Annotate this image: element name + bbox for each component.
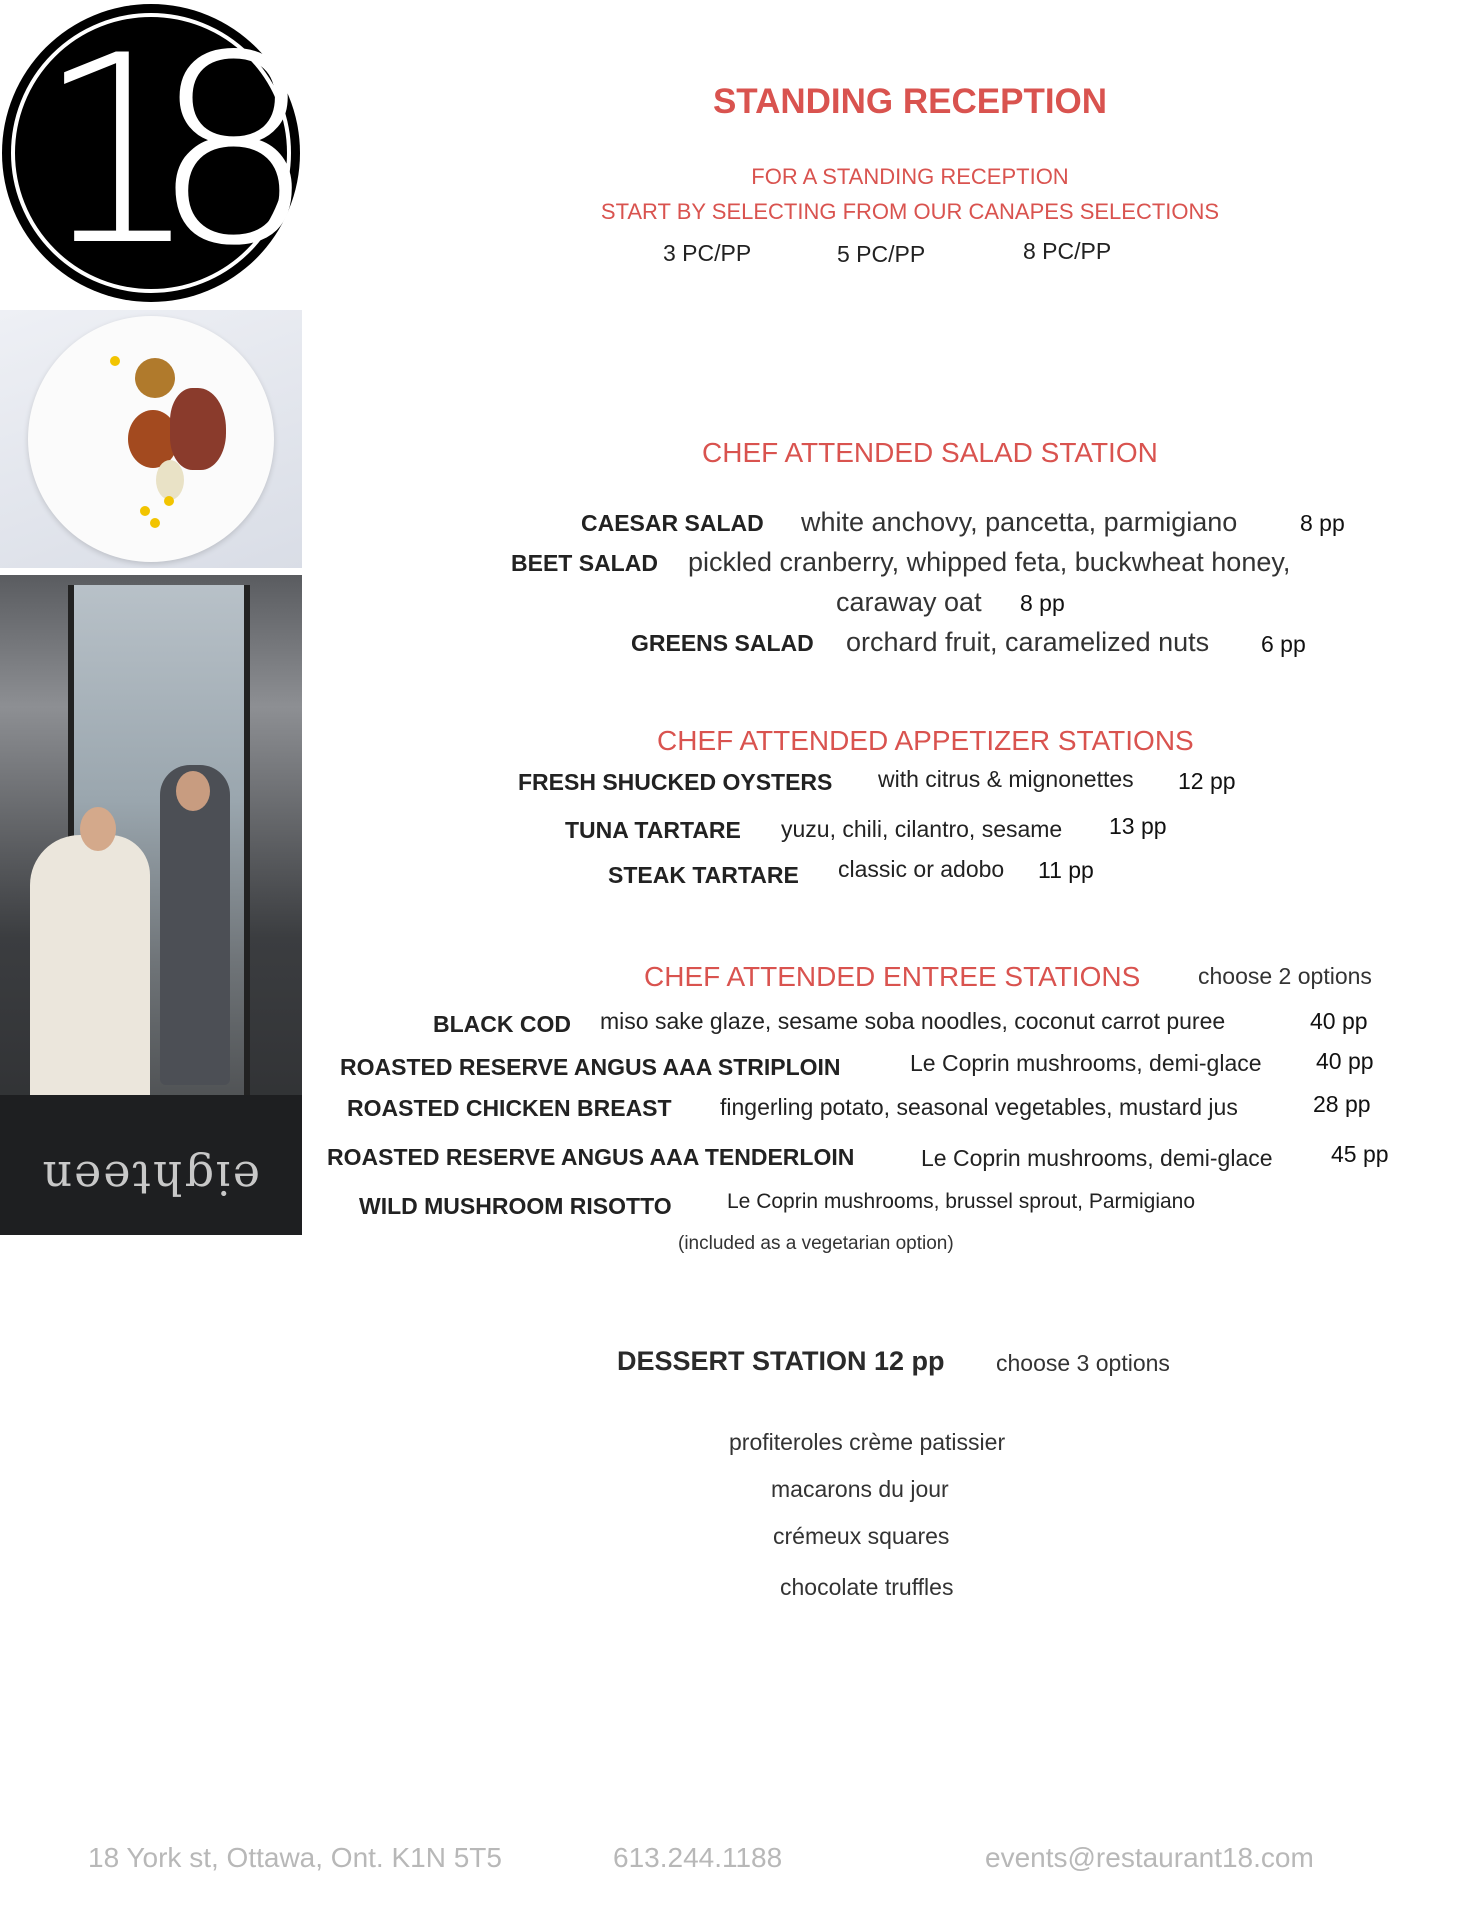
appetizer-item-desc: yuzu, chili, cilantro, sesame xyxy=(781,816,1063,842)
garnish-dot xyxy=(140,506,150,516)
dessert-item: profiteroles crème patissier xyxy=(729,1429,1006,1455)
footer-phone[interactable]: 613.244.1188 xyxy=(613,1842,783,1873)
food-meat xyxy=(170,388,226,470)
entree-note: choose 2 options xyxy=(1198,963,1372,989)
appetizer-heading: CHEF ATTENDED APPETIZER STATIONS xyxy=(657,725,1194,756)
garnish-dot xyxy=(110,356,120,366)
salad-item-price: 8 pp xyxy=(1300,510,1345,536)
page-title: STANDING RECEPTION xyxy=(712,82,1108,121)
subtitle-1: FOR A STANDING RECEPTION xyxy=(751,164,1069,189)
vegetarian-note: (included as a vegetarian option) xyxy=(678,1233,954,1254)
appetizer-item-desc: classic or adobo xyxy=(838,856,1005,882)
salad-item-name: BEET SALAD xyxy=(511,550,658,576)
logo-text: 18 xyxy=(35,1,267,303)
appetizer-item-price: 11 pp xyxy=(1038,857,1094,883)
dessert-item: crémeux squares xyxy=(773,1523,950,1549)
groom xyxy=(160,765,230,1085)
salad-item-desc: orchard fruit, caramelized nuts xyxy=(846,627,1210,657)
restaurant-logo xyxy=(2,1,300,303)
entree-item-desc: miso sake glaze, sesame soba noodles, coconut carrot puree xyxy=(600,1008,1226,1034)
canape-option-8: 8 PC/PP xyxy=(1023,238,1112,264)
footer-email[interactable]: events@restaurant18.com xyxy=(985,1842,1314,1873)
salad-item-desc-cont: caraway oat xyxy=(836,587,982,617)
appetizer-item-price: 12 pp xyxy=(1178,768,1236,794)
salad-item-name: GREENS SALAD xyxy=(631,630,814,656)
entree-item-desc: Le Coprin mushrooms, brussel sprout, Parmigiano xyxy=(727,1190,1196,1213)
food-vegetable xyxy=(156,460,184,500)
entree-item-name: ROASTED RESERVE ANGUS AAA STRIPLOIN xyxy=(340,1054,841,1080)
dessert-heading: DESSERT STATION 12 pp xyxy=(617,1346,945,1376)
canape-option-3: 3 PC/PP xyxy=(663,240,752,266)
entree-item-desc: fingerling potato, seasonal vegetables, mustard jus xyxy=(720,1094,1238,1120)
appetizer-item-name: STEAK TARTARE xyxy=(608,862,799,888)
salad-item-price: 6 pp xyxy=(1261,631,1306,657)
entree-item-price: 40 pp xyxy=(1310,1008,1368,1034)
salad-item-name: CAESAR SALAD xyxy=(581,510,764,536)
salad-item-price: 8 pp xyxy=(1020,590,1065,616)
appetizer-item-price: 13 pp xyxy=(1109,813,1167,839)
dessert-item: macarons du jour xyxy=(771,1476,949,1502)
groom-head xyxy=(176,771,210,811)
appetizer-item-desc: with citrus & mignonettes xyxy=(878,766,1134,792)
entree-item-name: ROASTED RESERVE ANGUS AAA TENDERLOIN xyxy=(327,1144,855,1170)
food-garnish xyxy=(135,358,175,398)
dessert-note: choose 3 options xyxy=(996,1350,1170,1376)
entree-item-name: WILD MUSHROOM RISOTTO xyxy=(359,1193,672,1219)
salad-item-desc: white anchovy, pancetta, parmigiano xyxy=(801,507,1238,537)
dessert-item: chocolate truffles xyxy=(780,1574,954,1600)
entree-item-price: 45 pp xyxy=(1331,1141,1389,1167)
entree-item-price: 28 pp xyxy=(1313,1091,1371,1117)
garnish-dot xyxy=(150,518,160,528)
appetizer-item-name: TUNA TARTARE xyxy=(565,817,741,843)
door-mat-text: eighteen xyxy=(40,1151,260,1205)
entree-heading: CHEF ATTENDED ENTREE STATIONS xyxy=(644,961,1141,992)
plated-dish-photo xyxy=(0,310,302,568)
subtitle-2: START BY SELECTING FROM OUR CANAPES SELECTIONS xyxy=(600,199,1220,224)
salad-item-desc: pickled cranberry, whipped feta, buckwheat honey, xyxy=(688,547,1291,577)
entree-item-price: 40 pp xyxy=(1316,1048,1374,1074)
wedding-couple-photo xyxy=(0,575,302,1235)
bride-head xyxy=(80,807,116,851)
entree-item-name: BLACK COD xyxy=(433,1011,571,1037)
entree-item-desc: Le Coprin mushrooms, demi-glace xyxy=(921,1145,1273,1171)
entree-item-name: ROASTED CHICKEN BREAST xyxy=(347,1095,672,1121)
salad-heading: CHEF ATTENDED SALAD STATION xyxy=(702,437,1158,468)
appetizer-item-name: FRESH SHUCKED OYSTERS xyxy=(518,769,833,795)
canape-option-5: 5 PC/PP xyxy=(837,241,926,267)
entree-item-desc: Le Coprin mushrooms, demi-glace xyxy=(910,1050,1262,1076)
garnish-dot xyxy=(164,496,174,506)
footer-address: 18 York st, Ottawa, Ont. K1N 5T5 xyxy=(88,1842,502,1873)
